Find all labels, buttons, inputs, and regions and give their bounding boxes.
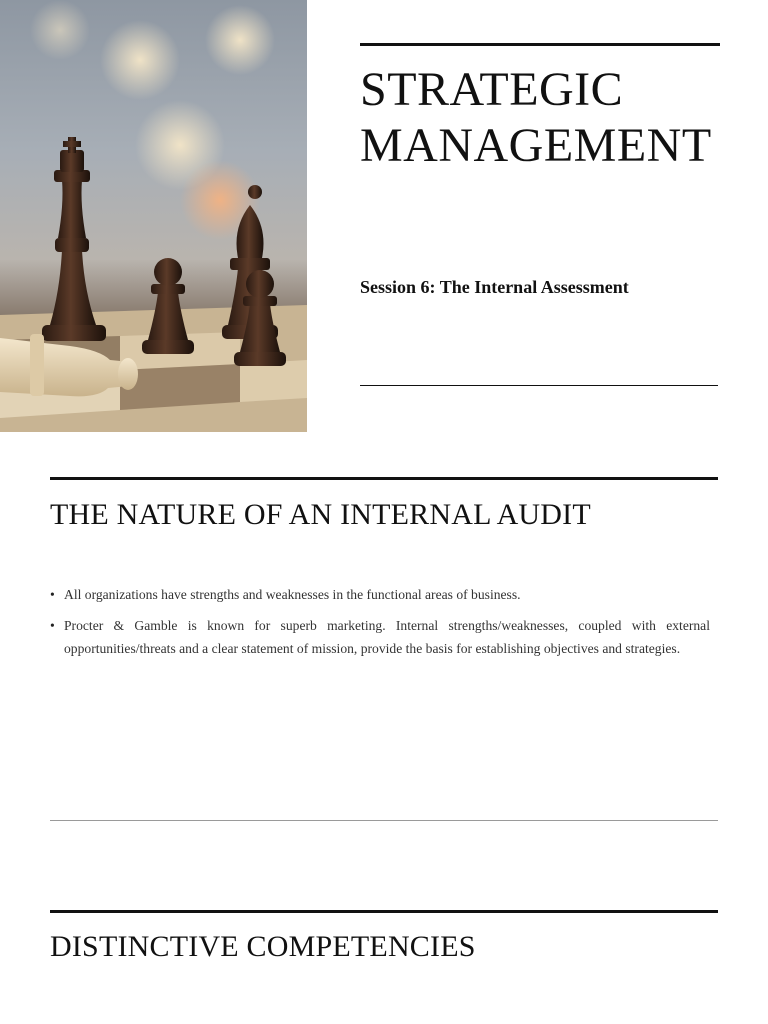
chess-illustration [0, 0, 307, 432]
internal-audit-slide [0, 440, 768, 850]
title-slide [0, 0, 768, 440]
title-top-rule [360, 43, 720, 46]
bullet-list [50, 583, 710, 668]
bullet-item: • Procter & Gamble is known for superb marketing. Internal strengths/weaknesses, coupled with external opportunities/threats and a clear statement of mission, provide the basis for establishing objectives and strategies. [50, 614, 710, 660]
section-top-rule [50, 477, 718, 480]
distinctive-competencies-slide [0, 890, 768, 1024]
slide-divider [50, 820, 718, 821]
section-top-rule [50, 910, 718, 913]
title-line-1: STRATEGIC [360, 63, 624, 116]
section-heading: DISTINCTIVE COMPETENCIES [50, 930, 476, 963]
section-heading: THE NATURE OF AN INTERNAL AUDIT [50, 498, 591, 531]
bullet-item: • All organizations have strengths and weaknesses in the functional areas of business. [50, 583, 710, 606]
presentation-title [360, 62, 740, 174]
chess-photo [0, 0, 307, 432]
title-bottom-rule [360, 385, 718, 386]
title-line-2: MANAGEMENT [360, 119, 712, 172]
presentation-subtitle: Session 6: The Internal Assessment [360, 277, 629, 297]
